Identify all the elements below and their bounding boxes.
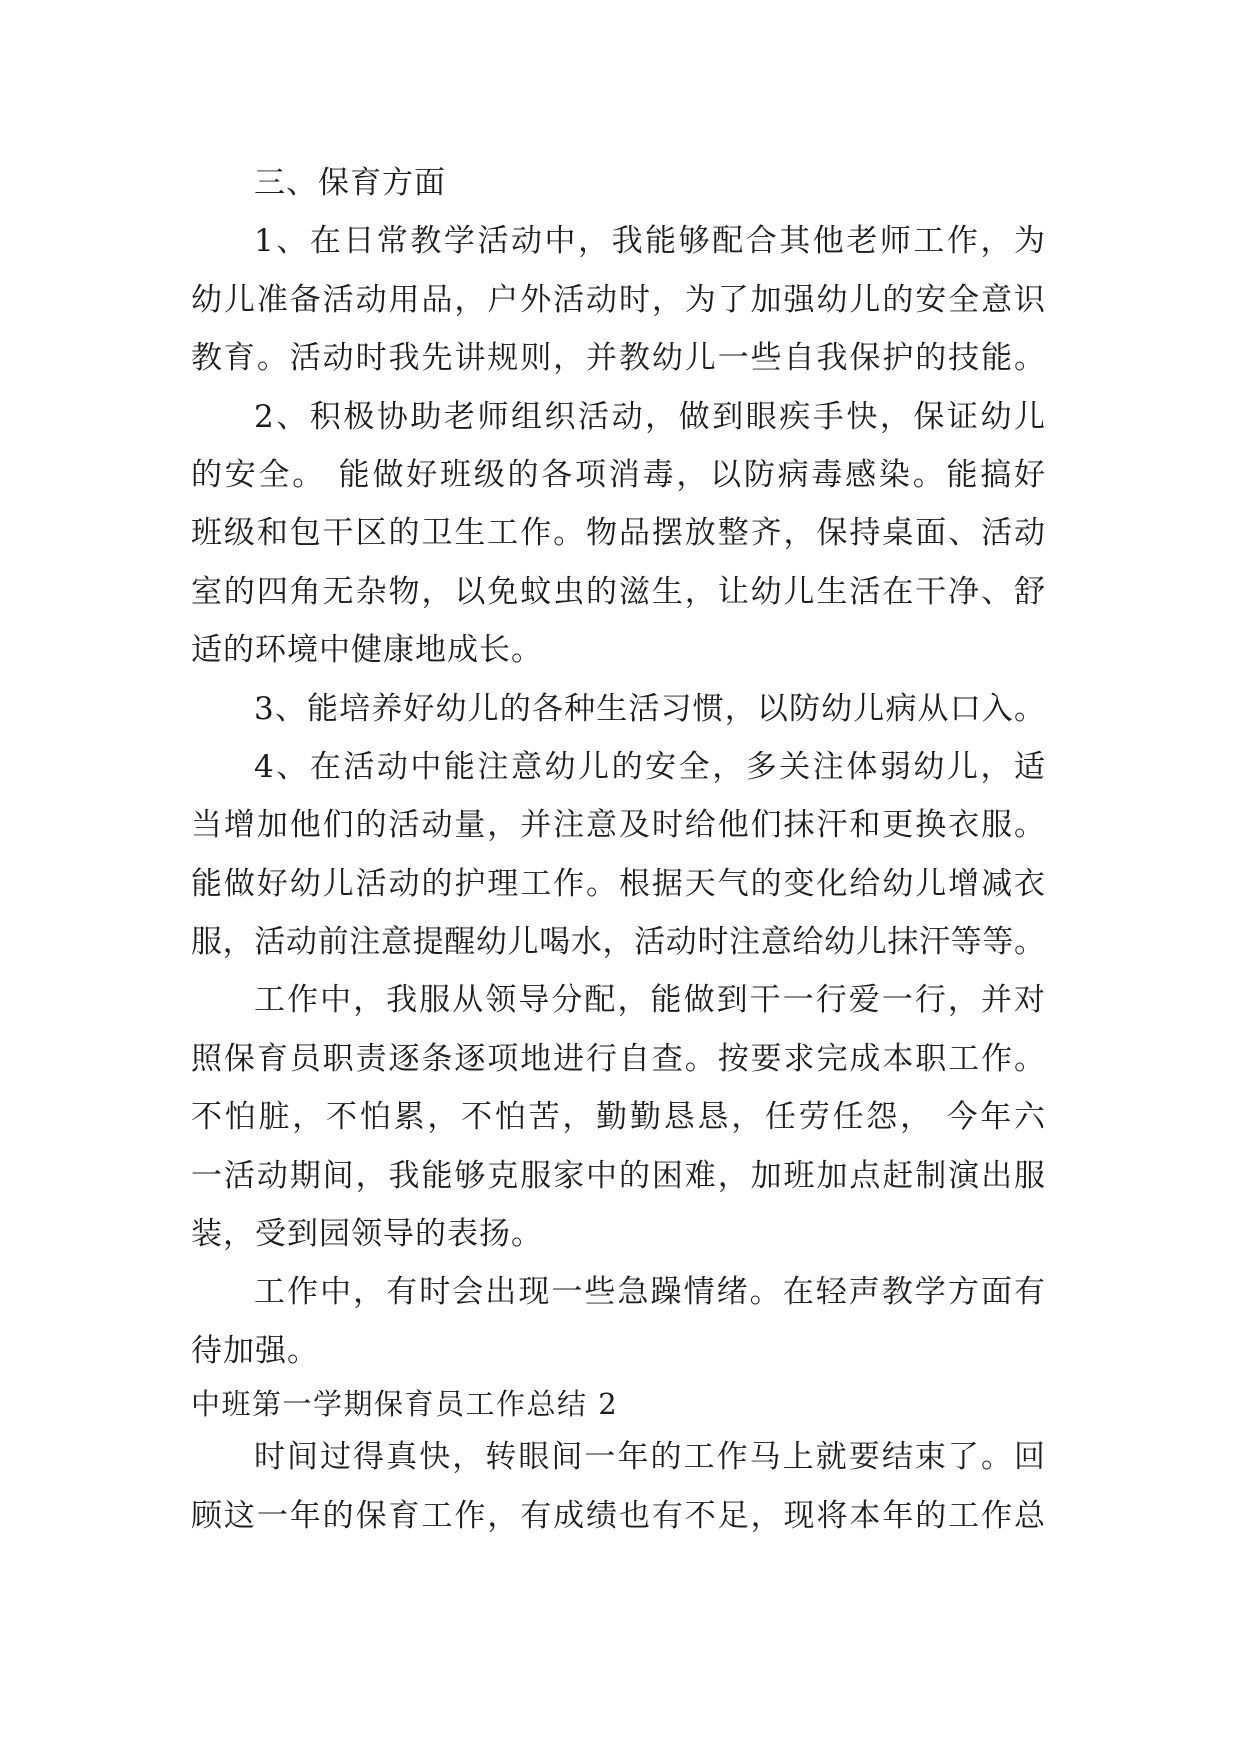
text-line: 工作中，有时会出现一些急躁情绪。在轻声教学方面有 (254, 1274, 1045, 1311)
text-line: 3、能培养好幼儿的各种生活习惯，以防幼儿病从口入。 (254, 690, 1045, 727)
text-line: 班级和包干区的卫生工作。物品摆放整齐，保持桌面、活动 (191, 515, 1045, 552)
text-line: 2、积极协助老师组织活动，做到眼疾手快，保证幼儿 (254, 398, 1045, 435)
text-line: 不怕脏，不怕累，不怕苦，勤勤恳恳，任劳任怨， 今年六 (191, 1099, 1045, 1136)
text-line: 照保育员职责逐条逐项地进行自查。按要求完成本职工作。 (191, 1040, 1045, 1077)
document-body (191, 154, 1045, 1545)
text-line: 服，活动前注意提醒幼儿喝水，活动时注意给幼儿抹汗等等。 (191, 924, 1045, 961)
text-line: 幼儿准备活动用品，户外活动时，为了加强幼儿的安全意识 (191, 281, 1045, 318)
text-line: 适的环境中健康地成长。 (191, 632, 543, 669)
paragraph-2 (191, 388, 1045, 680)
text-line: 顾这一年的保育工作，有成绩也有不足，现将本年的工作总 (191, 1497, 1045, 1534)
paragraph-5 (191, 971, 1045, 1263)
text-line: 当增加他们的活动量，并注意及时给他们抹汗和更换衣服。 (191, 807, 1045, 844)
text-line: 1、在日常教学活动中，我能够配合其他老师工作，为 (254, 223, 1045, 260)
text-line: 工作中，我服从领导分配，能做到干一行爱一行，并对 (254, 982, 1045, 1019)
text-line: 教育。活动时我先讲规则，并教幼儿一些自我保护的技能。 (191, 340, 1045, 377)
text-line: 4、在活动中能注意幼儿的安全，多关注体弱幼儿，适 (254, 748, 1045, 785)
paragraph-1 (191, 212, 1045, 387)
paragraph-4 (191, 738, 1045, 972)
text-line: 一活动期间，我能够克服家中的困难，加班加点赶制演出服 (191, 1157, 1045, 1194)
paragraph-7 (191, 1428, 1045, 1545)
document-title: 中班第一学期保育员工作总结 2 (191, 1387, 619, 1422)
text-line: 装，受到园领导的表扬。 (191, 1216, 543, 1253)
section-heading: 三、保育方面 (254, 165, 446, 201)
text-line: 时间过得真快，转眼间一年的工作马上就要结束了。回 (254, 1439, 1045, 1476)
text-line: 待加强。 (191, 1332, 319, 1369)
paragraph-3 (191, 680, 1045, 738)
paragraph-6 (191, 1263, 1045, 1380)
text-line: 能做好幼儿活动的护理工作。根据天气的变化给幼儿增减衣 (191, 865, 1045, 902)
text-line: 室的四角无杂物，以免蚊虫的滋生，让幼儿生活在干净、舒 (191, 573, 1045, 610)
text-line: 的安全。 能做好班级的各项消毒，以防病毒感染。能搞好 (191, 456, 1045, 493)
